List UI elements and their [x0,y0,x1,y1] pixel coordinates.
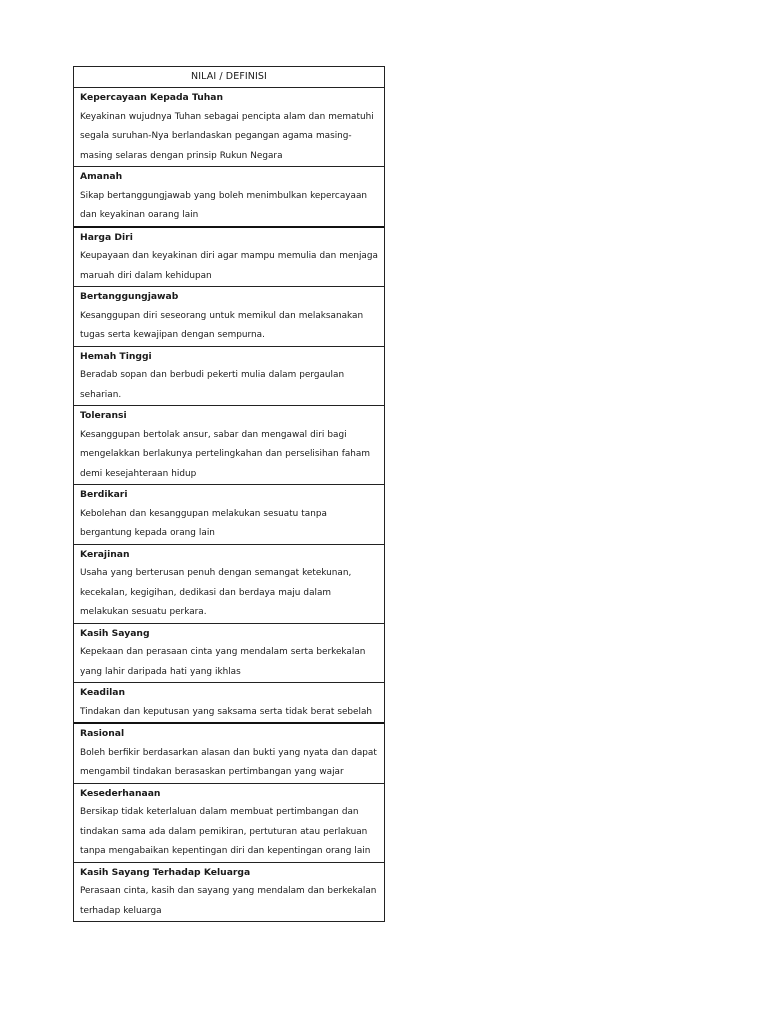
table-row [74,724,384,784]
table-row [74,624,384,684]
value-definition: Kepekaan dan perasaan cinta yang mendalam serta berkekalan yang lahir daripada hati yang ikhlas [80,647,366,677]
value-term: Toleransi [80,410,127,421]
table-row [74,88,384,167]
value-term: Berdikari [80,489,128,500]
values-table [73,66,385,922]
value-term: Kerajinan [80,548,130,560]
value-term: Keadilan [80,687,126,698]
value-term: Kesederhanaan [80,787,161,799]
table-row [74,167,384,228]
table-row [74,545,384,624]
value-term: Harga Diri [80,231,133,243]
value-definition: Tindakan dan keputusan yang saksama serta tidak berat sebelah [80,706,373,717]
value-definition: Kesanggupan diri seseorang untuk memikul dan melaksanakan tugas serta kewajipan dengan sempurna. [80,310,364,340]
value-term: Bertanggungjawab [80,291,179,302]
value-definition: Boleh berfikir berdasarkan alasan dan bukti yang nyata dan dapat mengambil tindakan berasaskan pertimbangan yang wajar [80,747,377,777]
value-definition: Keupayaan dan keyakinan diri agar mampu memulia dan menjaga maruah diri dalam kehidupan [80,251,378,281]
value-definition: Perasaan cinta, kasih dan sayang yang mendalam dan berkekalan terhadap keluarga [80,886,377,916]
value-term: Kepercayaan Kepada Tuhan [80,92,224,103]
table-row [74,784,384,863]
value-definition: Usaha yang berterusan penuh dengan semangat ketekunan, kecekalan, kegigihan, dedikasi dan berdaya maju dalam melakukan sesuatu perkara. [80,568,352,617]
value-term: Amanah [80,171,123,182]
table-row [74,228,384,288]
table-row [74,406,384,485]
value-definition: Sikap bertanggungjawab yang boleh menimbulkan kepercayaan dan keyakinan oarang lain [80,190,368,220]
table-row [74,485,384,545]
table-row [74,287,384,347]
table-header: NILAI / DEFINISI [74,67,384,88]
value-definition: Beradab sopan dan berbudi pekerti mulia dalam pergaulan seharian. [80,370,345,400]
value-definition: Bersikap tidak keterlaluan dalam membuat pertimbangan dan tindakan sama ada dalam pemikiran, pertuturan atau perlakuan tanpa mengabaikan kepentingan diri dan kepentingan orang lain [80,807,371,856]
value-term: Kasih Sayang [80,627,150,639]
value-term: Rasional [80,728,125,739]
table-row [74,863,384,922]
value-term: Kasih Sayang Terhadap Keluarga [80,866,251,878]
table-row [74,347,384,407]
value-definition: Kesanggupan bertolak ansur, sabar dan mengawal diri bagi mengelakkan berlakunya pertelingkahan dan perselisihan faham demi kesejahteraan hidup [80,429,370,479]
value-definition: Kebolehan dan kesanggupan melakukan sesuatu tanpa bergantung kepada orang lain [80,508,327,538]
value-definition: Keyakinan wujudnya Tuhan sebagai pencipta alam dan mematuhi segala suruhan-Nya berlandaskan pegangan agama masing-masing selaras dengan prinsip Rukun Negara [80,111,374,161]
value-term: Hemah Tinggi [80,350,152,362]
table-row [74,683,384,724]
